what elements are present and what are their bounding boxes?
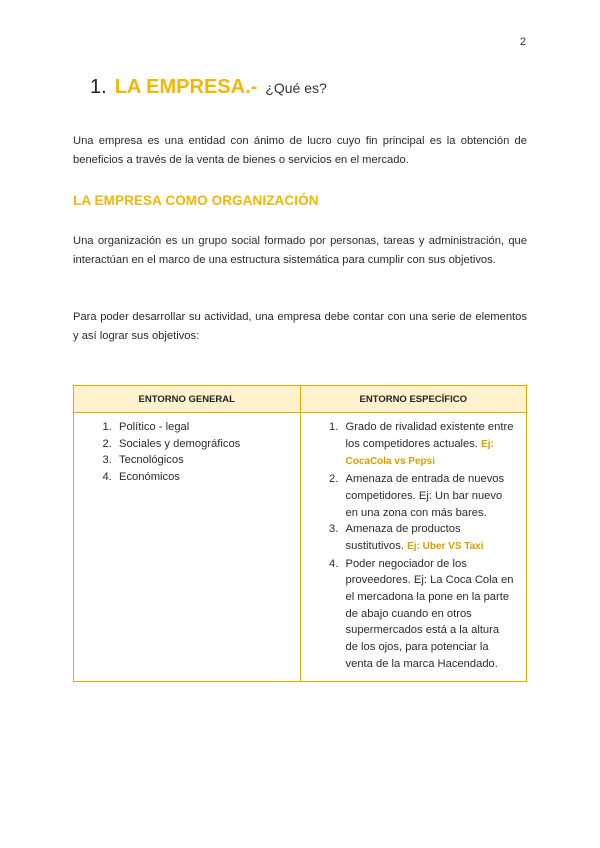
elements-paragraph: Para poder desarrollar su actividad, una empresa debe contar con una serie de elementos y así lograr sus objetivos: [73,311,527,342]
general-list [86,419,288,486]
heading-title: LA EMPRESA.- [114,76,258,98]
example-highlight: Ej: Uber VS Taxi [407,540,484,552]
list-item: 3. Tecnológicos [115,452,288,469]
item-text: Grado de rivalidad existente entre los competidores actuales. [345,421,514,450]
item-text: Amenaza de productos sustitutivos. [345,523,461,552]
specific-list [313,419,515,673]
item-text: Amenaza de entrada de nuevos competidores. Ej: Un bar nuevo en una zona con más bares. [345,473,505,519]
list-item [342,556,515,673]
list-item [342,471,515,521]
organization-paragraph: Una organización es un grupo social formado por personas, tareas y administración, que interactúan en el marco de una estructura sistemática para cumplir con sus objetivos. [73,235,527,266]
item-text: Poder negociador de los proveedores. Ej: La Coca Cola en el mercadona la pone en la parte de abajo cuando en otros supermercados está a la altura de los ojos, para potenciar la venta de la marca Hacendado. [345,557,514,670]
header-general: ENTORNO GENERAL [74,386,301,413]
list-item [342,419,515,471]
section-heading: LA EMPRESA COMO ORGANIZACIÓN [73,193,319,208]
intro-paragraph: Una empresa es una entidad con ánimo de lucro cuyo fin principal es la obtención de beneficios a través de la venta de bienes o servicios en el mercado. [73,135,527,166]
main-heading [90,76,327,99]
table-header-row [74,386,527,413]
list-item: 2. Sociales y demográficos [115,436,288,453]
example-highlight: Ej: CocaCola vs Pepsi [345,438,494,468]
environment-table [73,385,527,682]
list-item [342,521,515,555]
heading-number: 1. [90,76,107,98]
heading-subtitle: ¿Qué es? [265,80,327,96]
table-row [74,413,527,682]
general-cell [74,413,301,682]
page-number: 2 [519,36,526,48]
list-item: 1. Político - legal [115,419,288,436]
header-specific: ENTORNO ESPECÍFICO [300,386,527,413]
specific-cell [300,413,527,682]
list-item: 4. Económicos [115,469,288,486]
